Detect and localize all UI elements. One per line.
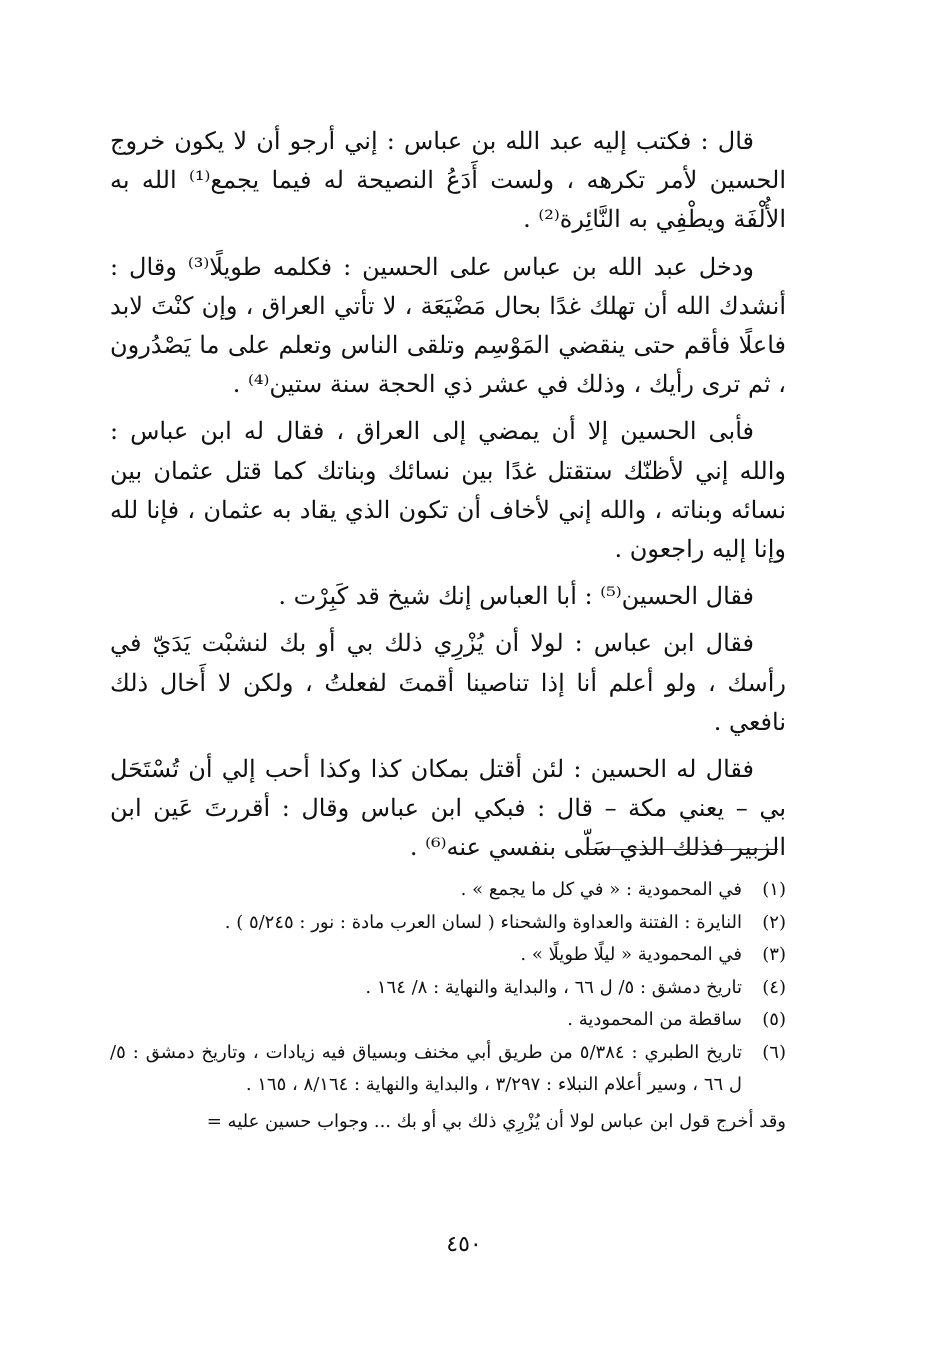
footnote-separator (588, 849, 778, 850)
footnote-text: ساقطة من المحمودية . (567, 1009, 742, 1030)
footnote-text: في المحمودية : « في كل ما يجمع » . (460, 879, 742, 900)
footnote-1 (110, 874, 786, 907)
footnote-text: تاريخ الطبري : ٥/٣٨٤ من طريق أبي مخنف وبسياق فيه زيادات ، وتاريخ دمشق : ٥/ ل ٦٦ ، وسير أعلام النبلاء : ٣/٢٩٧ ، والبداية والنهاية : ٨/١٦٤ ، ١٦٥ . (110, 1041, 743, 1095)
footnote-3 (110, 939, 786, 972)
footnote-5 (110, 1004, 786, 1037)
footnotes (110, 874, 786, 1138)
footnote-text: النايرة : الفتنة والعداوة والشحناء ( لسان العرب مادة : نور : ٥/٢٤٥ ) . (224, 911, 742, 933)
paragraph-4: فقال الحسين⁽⁵⁾ : أبا العباس إنك شيخ قد كَبِرْت . (278, 582, 754, 611)
footnote-2 (110, 907, 786, 940)
footnote-continuation: وقد أخرج قول ابن عباس لولا أن يُزْرِي ذلك بي أو بك ... وجواب حسين عليه = (206, 1110, 786, 1132)
footnote-text: تاريخ دمشق : ٥/ ل ٦٦ ، والبداية والنهاية : ٨/ ١٦٤ . (365, 976, 742, 998)
footnote-number: (٣) (762, 944, 786, 965)
footnote-6 (110, 1037, 786, 1102)
footnote-number: (٤) (762, 976, 786, 998)
paragraph-5: فقال ابن عباس : لولا أن يُزْرِي ذلك بي أو بك لنشبْت يَدَيّ في رأسك ، ولو أعلم أنا إذا تناصينا أقمتَ لفعلتُ ، ولكن لا أَخال ذلك نافعي . (110, 629, 786, 736)
footnote-number: (٢) (762, 911, 786, 933)
footnote-number: (٥) (762, 1009, 786, 1030)
page-number: ٤٥٠ (446, 1232, 482, 1257)
footnote-number: (٦) (762, 1041, 786, 1063)
main-text (110, 122, 786, 876)
paragraph-3: فأبى الحسين إلا أن يمضي إلى العراق ، فقال له ابن عباس : والله إني لأظنّك ستقتل غدًا بين نسائك وبناتك كما قتل عثمان بين نسائه وبناته ، والله إني لأخاف أن تكون الذي يقاد به عثمان ، فإنا لله وإنا إليه راجعون . (110, 417, 787, 564)
paragraph-1: قال : فكتب إليه عبد الله بن عباس : إني أرجو أن لا يكون خروج الحسين لأمر تكرهه ، ولست أَدَعُ النصيحة له فيما يجمع⁽¹⁾ الله به الأُلْفَة ويطْفِي به النَّائِرة⁽²⁾ . (110, 127, 786, 234)
footnote-number: (١) (762, 879, 786, 900)
footnote-text: في المحمودية « ليلًا طويلًا » . (520, 944, 742, 965)
paragraph-2: ودخل عبد الله بن عباس على الحسين : فكلمه طويلًا⁽³⁾ وقال : أنشدك الله أن تهلك غدًا بحال مَضْيَعَة ، لا تأتي العراق ، وإن كنْتَ لابد فاعلًا فأقم حتى ينقضي المَوْسِم وتلقى الناس وتعلم على ما يَصْدُرون ، ثم ترى رأيك ، وذلك في عشر ذي الحجة سنة ستين⁽⁴⁾ . (110, 252, 787, 399)
paragraph-6: فقال له الحسين : لئن أقتل بمكان كذا وكذا أحب إلي أن تُسْتَحَل بي – يعني مكة – قال : فبكي ابن عباس وقال : أقررتَ عَين ابن الزبير فذلك الذي سَلّى بنفسي عنه⁽⁶⁾ . (110, 755, 786, 862)
footnote-4 (110, 972, 786, 1005)
